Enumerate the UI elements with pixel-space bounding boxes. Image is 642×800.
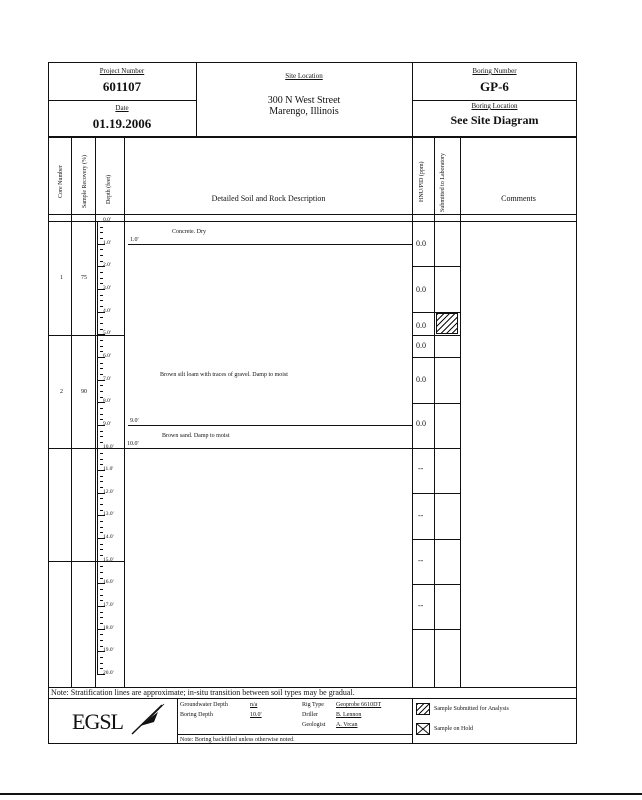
depth-minor-tick xyxy=(100,346,103,347)
depth-tick-label: 18.0' xyxy=(103,624,114,631)
site-address-line1: 300 N West Street xyxy=(267,95,341,106)
depth-minor-tick xyxy=(100,340,103,341)
hnu-reading: -- xyxy=(418,511,424,520)
header-bottom-line xyxy=(48,136,577,138)
column-comments: Comments xyxy=(501,194,536,203)
depth-minor-tick xyxy=(100,640,103,641)
footer-backfill-line xyxy=(177,734,412,735)
boring-depth-value: 10.0' xyxy=(250,712,262,718)
hnu-row-line xyxy=(412,403,460,404)
depth-minor-tick xyxy=(100,634,103,635)
depth-minor-tick xyxy=(100,442,103,443)
depth-tick-label: 14.0' xyxy=(103,534,114,541)
depth-minor-tick xyxy=(100,453,103,454)
hnu-row-line xyxy=(412,335,460,336)
header-left-split xyxy=(48,100,196,101)
depth-minor-tick xyxy=(100,521,103,522)
footer-divider-legend xyxy=(412,698,413,744)
depth-tick-label: 19.0' xyxy=(103,647,114,654)
col-line-submitted xyxy=(460,136,461,687)
date-label: Date xyxy=(115,104,129,112)
rig-type-label: Rig Type xyxy=(302,702,324,708)
depth-minor-tick xyxy=(100,617,103,618)
depth-minor-tick xyxy=(100,544,103,545)
legend-hold-label: Sample on Hold xyxy=(434,726,473,732)
depth-tick-label: 10.0' xyxy=(103,443,114,450)
layer-line-10ft xyxy=(124,448,412,449)
groundwater-label: Groundwater Depth xyxy=(180,702,228,708)
core-2-recovery: 90 xyxy=(81,389,87,395)
column-header-bottom-line xyxy=(48,214,577,215)
depth-minor-tick xyxy=(100,436,103,437)
legend-submitted-swatch xyxy=(416,703,430,715)
column-core-number: Core Number xyxy=(58,165,64,198)
boring-number: GP-6 xyxy=(480,79,509,94)
project-number: 601107 xyxy=(102,79,142,94)
scan-bottom-edge xyxy=(0,793,642,795)
depth-tick-label: 16.0' xyxy=(103,579,114,586)
groundwater-value: n/a xyxy=(250,702,258,708)
egsl-logo: EGSL xyxy=(72,709,123,734)
layer-line-9ft xyxy=(128,425,412,426)
depth-minor-tick xyxy=(100,363,103,364)
col-line-recovery xyxy=(95,136,96,687)
hnu-reading: 0.0 xyxy=(416,375,426,384)
depth-minor-tick xyxy=(100,255,103,256)
footer-divider-logo xyxy=(177,698,178,744)
depth-minor-tick xyxy=(100,295,103,296)
boring-depth-label: Boring Depth xyxy=(180,712,213,718)
depth-minor-tick xyxy=(100,408,103,409)
column-description: Detailed Soil and Rock Description xyxy=(211,194,326,203)
hnu-row-line xyxy=(412,448,460,449)
hnu-reading: -- xyxy=(418,464,424,473)
depth-minor-tick xyxy=(100,459,103,460)
depth-minor-tick xyxy=(100,663,103,664)
depth-tick-label: 15.0' xyxy=(103,556,114,563)
hnu-reading: -- xyxy=(418,556,424,565)
boring-number-label: Boring Number xyxy=(472,67,517,75)
header-right-split xyxy=(412,100,577,101)
depth-tick-label: 13.0' xyxy=(103,511,114,518)
depth-minor-tick xyxy=(100,278,103,279)
depth-tick-label: 12.0' xyxy=(103,488,114,495)
outer-frame xyxy=(48,62,577,744)
column-submitted: Submitted to Laboratory xyxy=(440,153,446,212)
backfill-note: Note: Boring backfilled unless otherwise noted. xyxy=(180,737,295,743)
hnu-row-line xyxy=(412,584,460,585)
depth-tick-label: 4.0' xyxy=(103,307,111,314)
depth-tick-label: 5.0' xyxy=(103,330,111,337)
layer-3-description: Brown sand. Damp to moist xyxy=(162,433,230,439)
legend-hold-swatch xyxy=(416,723,430,735)
layer-3-depth: 9.0' xyxy=(130,418,139,424)
site-location-label: Site Location xyxy=(285,72,323,80)
hnu-reading: 0.0 xyxy=(416,285,426,294)
depth-minor-tick xyxy=(100,391,103,392)
hnu-reading: 0.0 xyxy=(416,419,426,428)
depth-minor-tick xyxy=(100,272,103,273)
depth-minor-tick xyxy=(100,555,103,556)
depth-minor-tick xyxy=(100,317,103,318)
depth-minor-tick xyxy=(100,385,103,386)
depth-minor-tick xyxy=(100,323,103,324)
depth-minor-tick xyxy=(100,589,103,590)
depth-minor-tick xyxy=(100,476,103,477)
date-value: 01.19.2006 xyxy=(92,116,152,131)
depth-minor-tick xyxy=(100,227,103,228)
geologist-label: Geologist xyxy=(302,722,326,728)
column-depth: Depth (feet) xyxy=(106,174,112,204)
hnu-reading: 0.0 xyxy=(416,341,426,350)
geologist-value: A. Vrcan xyxy=(336,722,358,728)
hnu-reading: 0.0 xyxy=(416,321,426,330)
col-line-hnu xyxy=(434,136,435,687)
depth-minor-tick xyxy=(100,527,103,528)
depth-tick-label: 9.0' xyxy=(103,420,111,427)
legend-submitted-label: Sample Submitted for Analysis xyxy=(434,706,509,712)
col-line-core xyxy=(71,136,72,687)
rig-type-value: Geoprobe 6610DT xyxy=(336,702,382,708)
hnu-row-line xyxy=(412,539,460,540)
depth-minor-tick xyxy=(100,414,103,415)
driller-label: Driller xyxy=(302,712,318,718)
depth-tick-label: 17.0' xyxy=(103,602,114,609)
stratification-note: Note: Stratification lines are approximate; in-situ transition between soil types may be gradual. xyxy=(51,688,355,697)
hnu-reading: 0.0 xyxy=(416,239,426,248)
depth-minor-tick xyxy=(100,238,103,239)
column-sample-recovery: Sample Recovery (%) xyxy=(82,155,88,208)
core-1-number: 1 xyxy=(60,275,63,281)
depth-tick-label: 8.0' xyxy=(103,398,111,405)
depth-minor-tick xyxy=(100,232,103,233)
depth-tick-label: 11.0' xyxy=(103,466,114,473)
quill-logo-icon xyxy=(128,702,168,736)
footer-note-line xyxy=(48,698,577,699)
hnu-row-line xyxy=(412,357,460,358)
hnu-row-line xyxy=(412,266,460,267)
depth-minor-tick xyxy=(100,612,103,613)
column-hnu: HNU/PID (ppm) xyxy=(419,161,425,202)
depth-minor-tick xyxy=(100,623,103,624)
core-1-recovery: 75 xyxy=(81,275,87,281)
boring-location: See Site Diagram xyxy=(450,113,539,127)
hnu-reading: -- xyxy=(418,601,424,610)
layer-line-1ft xyxy=(128,244,412,245)
core-boundary-5ft xyxy=(48,335,125,336)
depth-tick-label: 0.0' xyxy=(103,217,111,223)
depth-minor-tick xyxy=(100,595,103,596)
depth-minor-tick xyxy=(100,368,103,369)
col-line-description xyxy=(412,136,413,687)
depth-minor-tick xyxy=(100,566,103,567)
depth-minor-tick xyxy=(100,481,103,482)
boring-location-label: Boring Location xyxy=(471,102,518,110)
depth-minor-tick xyxy=(100,657,103,658)
depth-tick-label: 3.0' xyxy=(103,284,111,291)
depth-tick-label: 2.0' xyxy=(103,262,111,269)
submitted-sample-marker xyxy=(436,313,458,334)
depth-axis-line xyxy=(97,221,98,674)
driller-value: B. Lennon xyxy=(336,712,362,718)
hnu-row-line xyxy=(412,493,460,494)
depth-minor-tick xyxy=(100,498,103,499)
table-top-line xyxy=(48,221,577,222)
project-number-label: Project Number xyxy=(99,67,145,75)
layer-2-depth: 1.0' xyxy=(130,237,139,243)
depth-minor-tick xyxy=(100,374,103,375)
depth-tick-label: 6.0' xyxy=(103,352,111,359)
depth-minor-tick xyxy=(100,249,103,250)
depth-minor-tick xyxy=(100,306,103,307)
depth-tick-label: 7.0' xyxy=(103,375,111,382)
layer-4-depth: 10.0' xyxy=(127,441,139,447)
depth-minor-tick xyxy=(100,431,103,432)
depth-minor-tick xyxy=(100,572,103,573)
depth-minor-tick xyxy=(100,504,103,505)
depth-minor-tick xyxy=(100,487,103,488)
layer-2-description: Brown silt loam with traces of gravel. Damp to moist xyxy=(160,372,288,378)
layer-1-description: Concrete. Dry xyxy=(172,229,206,235)
depth-tick-label: 20.0' xyxy=(103,670,114,676)
hnu-row-line xyxy=(412,629,460,630)
depth-minor-tick xyxy=(100,549,103,550)
depth-minor-tick xyxy=(100,300,103,301)
site-address-line2: Marengo, Illinois xyxy=(269,106,339,117)
core-2-number: 2 xyxy=(60,389,63,395)
col-line-depth xyxy=(124,136,125,687)
depth-tick-label: 1.0' xyxy=(103,239,111,246)
